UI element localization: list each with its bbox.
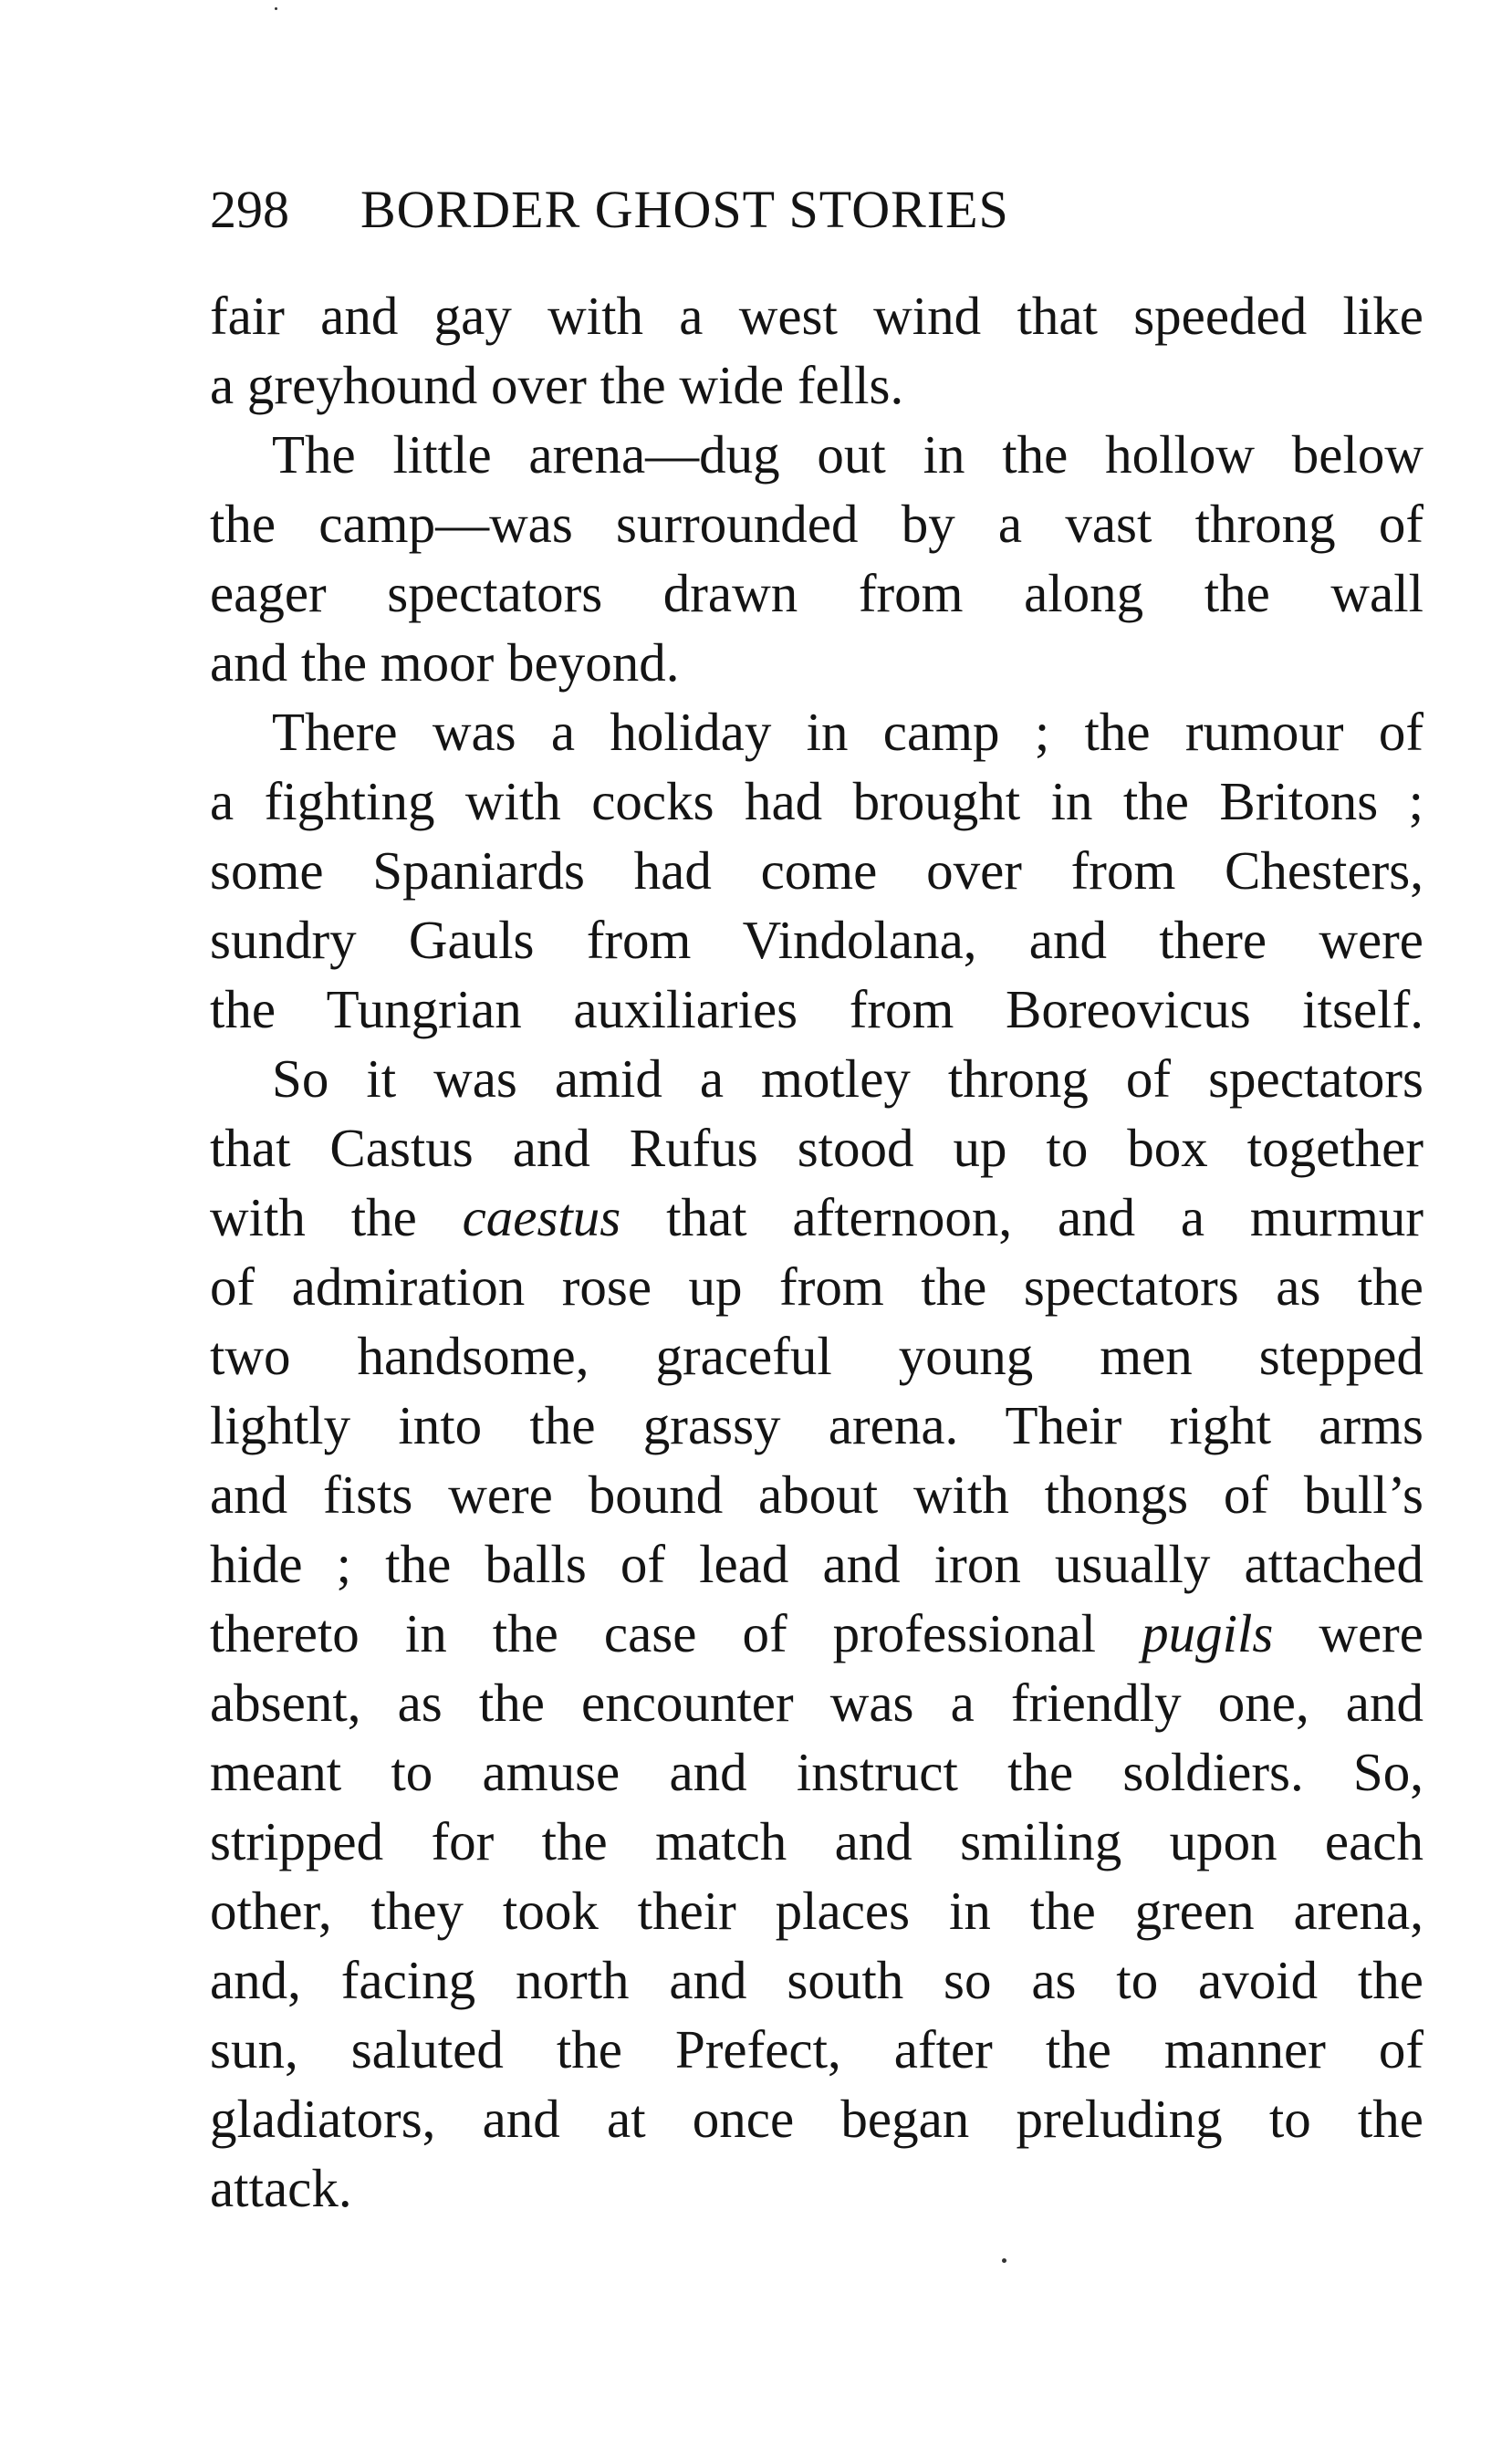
text-line: meant to amuse and instruct the soldiers. So,: [210, 1742, 1423, 1802]
running-head: [210, 175, 1423, 245]
paragraph-start-line: The little arena—dug out in the hollow below: [272, 424, 1423, 485]
italic-term-pugils: pugils: [1142, 1603, 1274, 1663]
print-speck: [1002, 2258, 1006, 2263]
text-line: attack.: [210, 2158, 352, 2218]
page-number: 298: [210, 180, 289, 239]
text-line: hide ; the balls of lead and iron usually attached: [210, 1534, 1423, 1594]
text-line: gladiators, and at once began preluding to the: [210, 2089, 1423, 2149]
text-line: sun, saluted the Prefect, after the manner of: [210, 2019, 1423, 2079]
text-line: thereto in the case of professional pugils were: [210, 1603, 1423, 1663]
text-line: the Tungrian auxiliaries from Boreovicus itself.: [210, 979, 1423, 1039]
paragraph-start-line: There was a holiday in camp ; the rumour of: [272, 702, 1423, 762]
text-line: with the caestus that afternoon, and a murmur: [210, 1187, 1423, 1247]
text-line: other, they took their places in the green arena,: [210, 1881, 1423, 1941]
running-title: BORDER GHOST STORIES: [360, 180, 1009, 239]
text-line: of admiration rose up from the spectators as the: [210, 1256, 1423, 1317]
text-line: some Spaniards had come over from Chesters,: [210, 840, 1423, 901]
text-line: eager spectators drawn from along the wall: [210, 563, 1423, 623]
text-line: and fists were bound about with thongs of bull’s: [210, 1464, 1423, 1525]
text-line: a greyhound over the wide fells.: [210, 355, 904, 415]
text-line: that Castus and Rufus stood up to box together: [210, 1118, 1423, 1178]
text-line: lightly into the grassy arena. Their right arms: [210, 1395, 1423, 1455]
text-line: fair and gay with a west wind that speeded like: [210, 286, 1423, 346]
text-line: two handsome, graceful young men stepped: [210, 1326, 1423, 1386]
text-line: a fighting with cocks had brought in the Britons ;: [210, 771, 1423, 831]
text-line: and, facing north and south so as to avoid the: [210, 1950, 1423, 2010]
text-line: stripped for the match and smiling upon each: [210, 1811, 1423, 1871]
body-text: [210, 281, 1423, 2223]
paragraph-start-line: So it was amid a motley throng of spectators: [272, 1048, 1423, 1109]
text-line: absent, as the encounter was a friendly one, and: [210, 1673, 1423, 1733]
italic-term-caestus: caestus: [462, 1187, 621, 1247]
text-line: the camp—was surrounded by a vast throng of: [210, 494, 1423, 554]
text-line: sundry Gauls from Vindolana, and there were: [210, 910, 1423, 970]
text-line: and the moor beyond.: [210, 632, 680, 693]
print-speck: [275, 7, 277, 10]
